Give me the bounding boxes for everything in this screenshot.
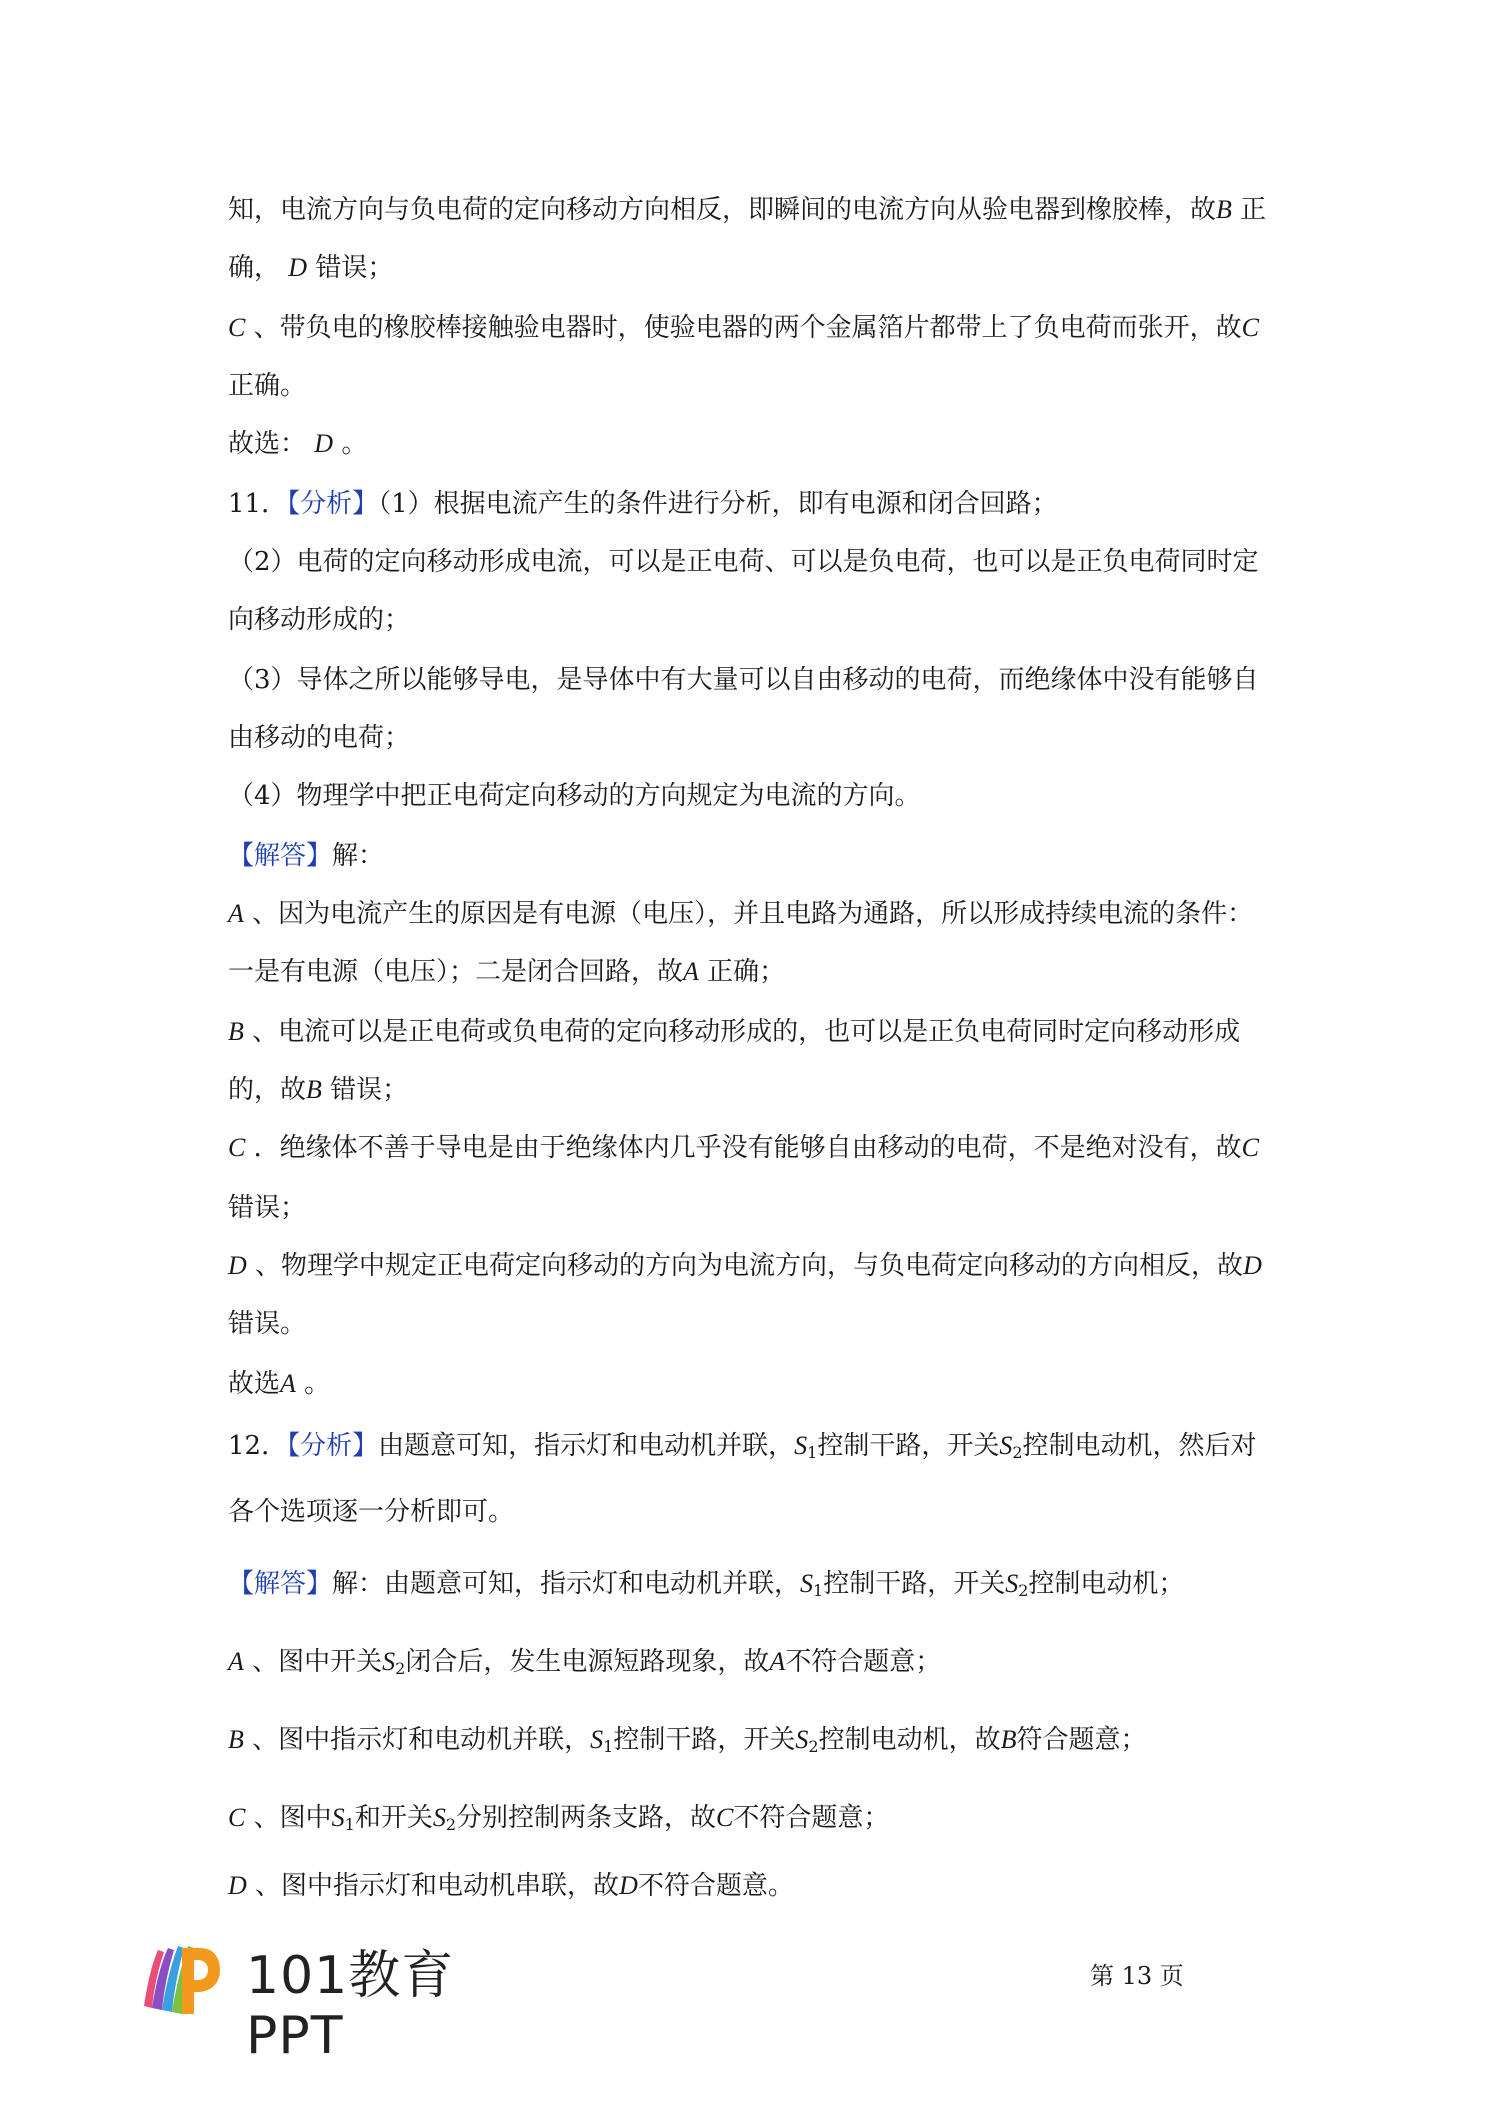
question-number: 12．	[228, 1431, 288, 1461]
text-line	[228, 1190, 1268, 1226]
text-run: 、因为电流产生的原因是有电源（电压），并且电路为通路，所以形成持续电流的条件：	[252, 899, 1254, 929]
math-var: S	[432, 1803, 446, 1832]
text-line	[228, 544, 1268, 580]
answer-heading	[228, 838, 1268, 874]
subscript: 1	[603, 1737, 614, 1756]
text-run: 不符合题意；	[733, 1803, 890, 1833]
analysis-tag: 【分析】	[287, 489, 379, 519]
brand-p-icon	[138, 1940, 222, 2016]
math-var: D	[1243, 1251, 1262, 1280]
text-line	[228, 1130, 1268, 1166]
text-line	[228, 1494, 1268, 1530]
subscript: 1	[807, 1443, 818, 1462]
text-run: 错误；	[315, 253, 394, 283]
text-run: 控制干路，开关	[613, 1725, 796, 1755]
subscript: 2	[808, 1737, 819, 1756]
text-run: 符合题意；	[1016, 1725, 1147, 1755]
text-run: 控制电动机；	[1028, 1569, 1185, 1599]
text-run: 、图中开关	[252, 1647, 383, 1677]
question-12-analysis	[228, 1428, 1268, 1471]
text-run: ．绝缘体不善于导电是由于绝缘体内几乎没有能够自由移动的电荷，不是绝对没有，故	[253, 1133, 1242, 1163]
question-number: 11．	[228, 489, 288, 519]
subscript: 1	[344, 1815, 355, 1834]
text-run: 正确；	[707, 957, 786, 987]
math-var: C	[1241, 313, 1259, 342]
text-run: 、图中指示灯和电动机并联，	[252, 1725, 591, 1755]
text-line	[228, 1072, 1268, 1108]
math-var: C	[228, 313, 246, 342]
math-var: B	[1000, 1725, 1017, 1754]
analysis-tag: 【分析】	[287, 1431, 379, 1461]
math-var: S	[795, 1725, 809, 1754]
math-var: D	[228, 1871, 247, 1900]
text-run: 的，故	[228, 1075, 307, 1105]
text-run: （2）电荷的定向移动形成电流，可以是正电荷、可以是负电荷，也可以是正负电荷同时定	[228, 547, 1259, 577]
text-run: 、图中指示灯和电动机串联，故	[255, 1871, 620, 1901]
text-run: 故选：	[228, 429, 307, 459]
math-var: B	[306, 1075, 322, 1104]
math-var: A	[280, 1369, 296, 1398]
answer-tag: 【解答】	[228, 841, 333, 871]
math-var: B	[228, 1725, 244, 1754]
text-line	[228, 1248, 1268, 1284]
math-var: S	[590, 1725, 604, 1754]
text-run: 、电流可以是正电荷或负电荷的定向移动形成的，也可以是正负电荷同时定向移动形成	[252, 1017, 1241, 1047]
text-line	[228, 954, 1268, 990]
subscript: 2	[395, 1659, 406, 1678]
math-var: C	[228, 1133, 246, 1162]
text-line	[228, 778, 1268, 814]
subscript: 2	[445, 1815, 457, 1834]
text-run: 闭合后，发生电源短路现象，故	[405, 1647, 770, 1677]
text-run: 控制电动机，故	[818, 1725, 1001, 1755]
math-var: S	[382, 1647, 396, 1676]
text-line	[228, 896, 1268, 932]
text-run: 。	[304, 1369, 331, 1399]
text-run: 由题意可知，指示灯和电动机并联，	[378, 1431, 795, 1461]
text-run: 不符合题意。	[637, 1871, 794, 1901]
math-var: B	[228, 1017, 244, 1046]
text-run: 解：由题意可知，指示灯和电动机并联，	[332, 1569, 801, 1599]
text-line	[228, 426, 1268, 462]
math-var: C	[716, 1803, 734, 1832]
subscript: 1	[813, 1581, 824, 1600]
math-var: A	[769, 1647, 786, 1676]
text-run: 和开关	[354, 1803, 433, 1833]
text-line	[228, 1366, 1268, 1402]
math-var: S	[999, 1431, 1013, 1460]
page-number: 第 13 页	[1090, 1962, 1184, 1990]
math-var: A	[683, 957, 699, 986]
math-var: S	[331, 1803, 345, 1832]
math-var: S	[794, 1431, 808, 1460]
text-run: 知，电流方向与负电荷的定向移动方向相反，即瞬间的电流方向从验电器到橡胶棒，故	[228, 195, 1217, 225]
text-run: 错误。	[228, 1309, 307, 1339]
text-line	[228, 250, 1268, 286]
math-var: A	[228, 899, 244, 928]
text-run: 正确。	[228, 371, 307, 401]
math-var: D	[314, 429, 334, 458]
text-run: 、图中	[253, 1803, 332, 1833]
question-11-analysis	[228, 486, 1268, 522]
math-var: S	[1005, 1569, 1019, 1598]
text-run: （1）根据电流产生的条件进行分析，即有电源和闭合回路；	[378, 489, 1058, 519]
text-line	[228, 602, 1268, 638]
text-run: 解：	[332, 841, 385, 871]
text-run: 分别控制两条支路，故	[456, 1803, 717, 1833]
text-run: 错误；	[228, 1193, 307, 1223]
text-line	[228, 192, 1268, 228]
text-run: 由移动的电荷；	[228, 723, 411, 753]
math-var: C	[228, 1803, 246, 1832]
text-run: 错误；	[330, 1075, 409, 1105]
text-run: 各个选项逐一分析即可。	[228, 1497, 515, 1527]
text-line	[228, 368, 1268, 404]
math-var: B	[1216, 195, 1232, 224]
text-run: 控制干路，开关	[823, 1569, 1006, 1599]
text-run: 控制干路，开关	[817, 1431, 1000, 1461]
text-line	[228, 1014, 1268, 1050]
text-run: 故选	[228, 1369, 281, 1399]
text-run: 不符合题意；	[785, 1647, 942, 1677]
subscript: 2	[1012, 1443, 1023, 1462]
text-line	[228, 1800, 1268, 1843]
answer-heading	[228, 1566, 1268, 1609]
math-var: D	[288, 253, 308, 282]
text-run: 向移动形成的；	[228, 605, 411, 635]
text-run: （4）物理学中把正电荷定向移动的方向规定为电流的方向。	[228, 781, 921, 811]
text-run: 确，	[228, 253, 281, 283]
text-run: （3）导体之所以能够导电，是导体中有大量可以自由移动的电荷，而绝缘体中没有能够自	[228, 665, 1259, 695]
text-run: 。	[341, 429, 368, 459]
brand-name: 101教育PPT	[246, 1946, 455, 2066]
text-run: 、带负电的橡胶棒接触验电器时，使验电器的两个金属箔片都带上了负电荷而张开，故	[253, 313, 1242, 343]
math-var: A	[228, 1647, 244, 1676]
footer-logo	[138, 1940, 518, 2066]
text-line	[228, 310, 1268, 346]
math-var: S	[800, 1569, 814, 1598]
text-line	[228, 1722, 1268, 1765]
text-run: 正	[1240, 195, 1267, 225]
text-run: 控制电动机，然后对	[1022, 1431, 1257, 1461]
text-run: 、物理学中规定正电荷定向移动的方向为电流方向，与负电荷定向移动的方向相反，故	[255, 1251, 1244, 1281]
math-var: D	[619, 1871, 638, 1900]
text-line	[228, 1868, 1268, 1904]
text-line	[228, 662, 1268, 698]
math-var: D	[228, 1251, 247, 1280]
text-run: 一是有电源（电压）；二是闭合回路，故	[228, 957, 684, 987]
subscript: 2	[1018, 1581, 1029, 1600]
answer-tag: 【解答】	[228, 1569, 333, 1599]
text-line	[228, 1306, 1268, 1342]
text-line	[228, 720, 1268, 756]
math-var: C	[1241, 1133, 1259, 1162]
text-line	[228, 1644, 1268, 1687]
